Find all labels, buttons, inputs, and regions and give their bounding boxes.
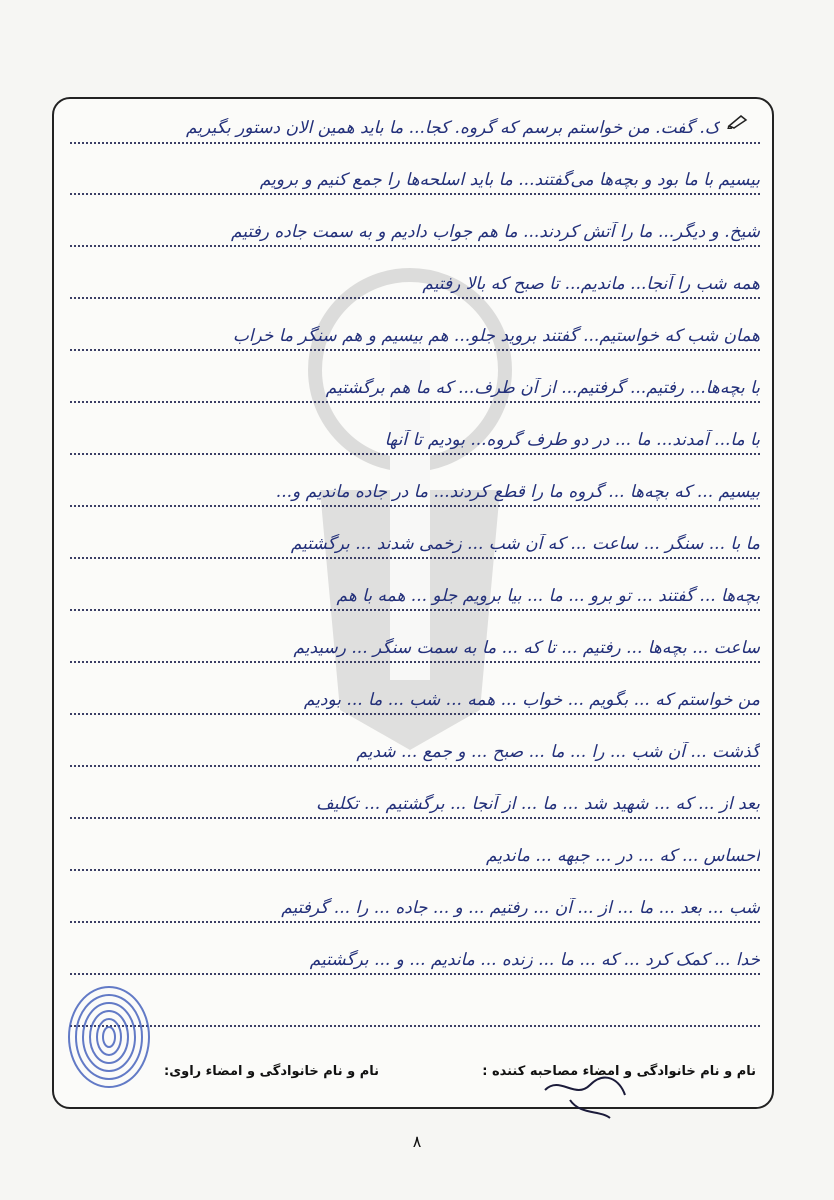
ruled-line [70,557,760,559]
ruled-line [70,349,760,351]
handwriting-line: من خواستم که ... بگویم ... خواب ... همه ... شب ... ما ... بودیم [303,690,760,710]
narrator-signature-label: نام و نام خانوادگی و امضاء راوی: [164,1064,379,1079]
pen-icon [727,113,749,129]
handwriting-line: بچه‌ها ... گفتند ... تو برو ... ما ... بیا برویم جلو ... همه با هم [336,586,760,606]
ruled-line [70,973,760,975]
handwriting-line: ک. گفت. من خواستم برسم که گروه. کجا... ما باید همین الان دستور بگیریم [186,118,720,138]
handwriting-line: احساس ... که ... در ... جبهه ... ماندیم [486,846,760,866]
ruled-line [70,609,760,611]
ruled-line [70,1025,760,1027]
handwriting-line: شیخ. و دیگر... ما را آتش کردند... ما هم جواب دادیم و به سمت جاده رفتیم [231,222,760,242]
handwriting-line: گذشت ... آن شب ... را ... ما ... صبح ... و جمع ... شدیم [356,742,760,762]
handwriting-line: بیسیم ... که بچه‌ها ... گروه ما را قطع کردند... ما در جاده ماندیم و... [275,482,760,502]
ruled-line [70,869,760,871]
fingerprint-stamp [64,982,154,1092]
handwriting-line: ساعت ... بچه‌ها ... رفتیم ... تا که ... ما به سمت سنگر ... رسیدیم [293,638,760,658]
handwriting-line: با بچه‌ها... رفتیم... گرفتیم... از آن طرف... که ما هم برگشتیم [325,378,760,398]
ruled-line [70,713,760,715]
handwriting-line: همه شب را آنجا... ماندیم... تا صبح که بالا رفتیم [422,274,760,294]
page-number: ۸ [412,1132,422,1151]
ruled-line [70,505,760,507]
ruled-line [70,142,760,144]
ruled-line [70,453,760,455]
handwriting-line: همان شب که خواستیم... گفتند بروید جلو... هم بیسیم و هم سنگر ما خراب [232,326,760,346]
handwriting-line: شب ... بعد ... ما ... از ... آن ... رفتیم ... و ... جاده ... را ... گرفتیم [281,898,760,918]
ruled-line [70,817,760,819]
ruled-line [70,245,760,247]
handwriting-line: بیسیم با ما بود و بچه‌ها می‌گفتند... ما باید اسلحه‌ها را جمع کنیم و برویم [259,170,760,190]
interviewer-signature-label: نام و نام خانوادگی و امضاء مصاحبه کننده : [482,1064,756,1079]
handwriting-line: ما با ... سنگر ... ساعت ... که آن شب ... زخمی شدند ... برگشتیم [290,534,760,554]
handwriting-line: با ما... آمدند... ما ... در دو طرف گروه... بودیم تا آنها [384,430,760,450]
ruled-line [70,297,760,299]
ruled-line [70,661,760,663]
ruled-line [70,765,760,767]
ruled-line [70,193,760,195]
handwriting-line: بعد از ... که ... شهید شد ... ما ... از آنجا ... برگشتیم ... تکلیف [316,794,760,814]
ruled-line [70,401,760,403]
ruled-line [70,921,760,923]
handwriting-line: خدا ... کمک کرد ... که ... ما ... زنده ... ماندیم ... و ... برگشتیم [309,950,760,970]
